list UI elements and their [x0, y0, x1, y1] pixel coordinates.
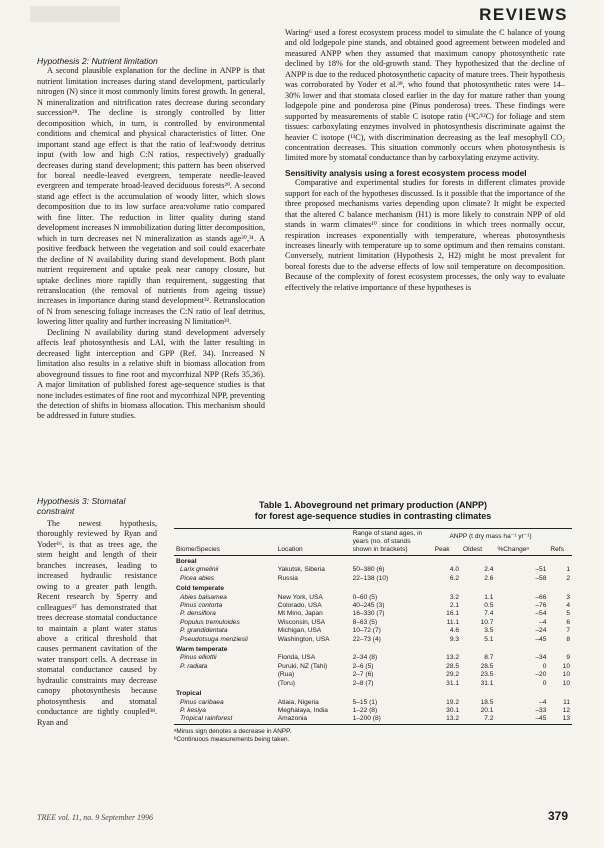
biome-name: Cold temperate: [176, 585, 224, 593]
table-row: [174, 627, 572, 635]
location-cell: (Rua): [277, 671, 295, 679]
refs-cell: 9: [566, 654, 570, 662]
refs-cell: 2: [566, 574, 570, 582]
species-cell: [174, 671, 276, 679]
refs-cell: 10: [562, 662, 570, 670]
page-number: 379: [547, 809, 568, 823]
change-cell: –24: [535, 627, 547, 635]
refs-cell: 10: [562, 671, 570, 679]
col-age: Range of stand ages, in years (no. of stands shown in brackets): [352, 530, 423, 553]
location-cell: Florida, USA: [277, 654, 316, 662]
col-species: Biome/Species: [176, 546, 220, 553]
col-change: %Changeᵃ: [497, 546, 529, 553]
oldest-cell: 18.5: [480, 698, 494, 706]
peak-cell: 29.2: [446, 671, 459, 679]
peak-cell: 6.2: [449, 574, 459, 582]
species-cell: Pinus elliottii: [180, 654, 217, 662]
peak-cell: 4.6: [449, 627, 459, 635]
right-paragraph-2: Comparative and experimental studies for forests in different climates provide support for each of the hypotheses discussed. Is it possible that the importance of the three proposed mechanisms varies depending upon climate? It might be expected that the altered C balance mechanism (H1) is more likely to constrain NPP of old stands in warm climates¹⁰ since for conditions in which trees normally occur, respiration increases exponentially with temperature, whereas photosynthesis increases linearly with temperature up to some optimum and then remains constant. Conversely, nutrient limitation (Hypothesis 2, H2) might be most prevalent for boreal forests due to the adverse effects of low soil temperature on decomposition. Because of the complexity of forest ecosystem processes, the only way to evaluate effectively the relative importance of these hypotheses is: [285, 178, 565, 292]
age-cell: 1–200 (8): [352, 715, 381, 723]
col-oldest: Oldest: [463, 546, 483, 553]
table-row: [174, 699, 572, 707]
species-cell: P. densiflora: [180, 610, 216, 618]
table-row: [174, 619, 572, 627]
age-cell: 2–7 (6): [352, 671, 374, 679]
biome-name: Tropical: [176, 690, 202, 698]
location-cell: Michigan, USA: [277, 627, 322, 635]
age-cell: 16–330 (7): [352, 610, 385, 618]
peak-cell: 31.1: [446, 679, 459, 687]
page-header: [0, 0, 604, 30]
table-row: [174, 680, 572, 688]
age-cell: 1–22 (8): [352, 706, 378, 714]
peak-cell: 13.2: [446, 654, 459, 662]
hypothesis-2-heading: Hypothesis 2: Nutrient limitation: [37, 56, 158, 66]
hypothesis-2-paragraph-1: A second plausible explanation for the decline in ANPP is that nutrient limitation increases during stand development, particularly nitrogen (N) since it most commonly limits forest growth. In general, N mineralization and nitrification rates decrease during secondary succession²⁸. The decline is strongly controlled by litter decomposition which, in turn, is controlled by environmental conditions and chemical and physical characteristics of litter. One important stand age effect is that the ratio of leaf:woody detritus input (with low and high C:N ratios, respectively) gradually decreases during stand development; this pattern has been observed for boreal needle-leaved evergreen, temperate needle-leaved evergreen and temperate broad-leaved deciduous forests²⁹. A second stand age effect is the accumulation of woody litter, which slows decomposition due to its low surface area:volume ratio compared with fine litter. The reduction in litter quality during stand development increases N immobilization during litter decomposition, which in turn decreases net N mineralization as stands age³⁰,³¹. A positive feedback between the vegetation and soil could exacerbate the decline of N availability during stand development. Both plant nutrient requirement and uptake peak near canopy closure, but uptake declines more rapidly than requirement, suggesting that retranslocation (the removal of nutrients from ageing tissue) increases in importance during stand development³². Retranslocation of N from senescing foliage increases the C:N ratio of leaf detritus, lowering litter quality and further increasing N limitation³³.: [37, 66, 265, 327]
species-cell: Tropical rainforest: [180, 715, 233, 723]
hypothesis-3-heading: Hypothesis 3: Stomatal constraint: [37, 496, 126, 516]
oldest-cell: 5.1: [484, 635, 494, 643]
change-cell: –33: [535, 706, 547, 714]
anpp-table: [174, 528, 572, 725]
table-body: [174, 556, 572, 725]
location-cell: Mt Mino, Japan: [277, 610, 323, 618]
change-cell: –76: [535, 602, 547, 610]
oldest-cell: 2.6: [484, 574, 494, 582]
location-cell: Washington, USA: [277, 635, 330, 643]
table-group-row: [174, 644, 572, 654]
table-row: [174, 602, 572, 610]
change-cell: –54: [535, 610, 547, 618]
table-row: [174, 566, 572, 574]
oldest-cell: 28.5: [480, 662, 494, 670]
location-cell: Wisconsin, USA: [277, 618, 325, 626]
right-paragraph-1: Waring⁶ used a forest ecosystem process model to simulate the C balance of young and old lodgepole pine stands, and obtained good agreement between modeled and measured ANPP when they assumed that maximum canopy photosynthetic rate declined by 18% for the old-growth stand. They hypothesized that the decline of ANPP is due to the reduced photosynthetic capacity of mature trees. Their hypothesis was corroborated by Yoder et al.³⁹, who found that photosynthetic rates were 14–30% lower and that stomata closed earlier in the day for mature rather than young lodgepole pine and ponderosa pine (Pinus ponderosa) trees. These findings were supported by measurements of stable C isotope ratio (¹³C/¹²C) for foliage and stem tissues: carboxylating enzymes involved in photosynthesis discriminate against the heavier C isotope (¹³C), with discrimination decreasing as the leaf mesophyll CO₂ concentration decreases. This situation commonly occurs when photosynthesis is limited more by stomatal conductance than by carboxylating enzyme activity.: [285, 28, 565, 163]
peak-cell: 2.1: [449, 602, 459, 610]
change-cell: –58: [535, 574, 547, 582]
journal-citation: TREE vol. 11, no. 9 September 1996: [37, 813, 154, 822]
refs-cell: 5: [566, 610, 570, 618]
table-notes: [174, 728, 572, 744]
oldest-cell: 31.1: [480, 679, 494, 687]
refs-cell: 11: [563, 698, 570, 706]
table-1: [174, 500, 572, 744]
age-cell: 0–60 (5): [352, 593, 378, 601]
change-cell: –34: [535, 654, 547, 662]
species-cell: Larix gmelinii: [180, 566, 219, 574]
col-refs: Refs: [550, 546, 564, 553]
age-cell: 2–8 (7): [352, 679, 374, 687]
change-cell: –45: [535, 635, 547, 643]
species-cell: Abies balsamea: [180, 593, 227, 601]
refs-cell: 3: [566, 593, 570, 601]
table-group-row: [174, 583, 572, 593]
change-cell: –4: [539, 698, 547, 706]
refs-cell: 1: [566, 566, 570, 574]
col-location: Location: [277, 546, 303, 553]
species-cell: Pinus contorta: [180, 602, 223, 610]
table-group-row: [174, 556, 572, 567]
note-b: ᵇContinuous measurements being taken.: [174, 735, 290, 743]
species-cell: Pseudotsuga menziesii: [180, 635, 248, 643]
species-cell: [174, 680, 276, 688]
age-cell: 2–34 (8): [352, 654, 378, 662]
refs-cell: 10: [562, 679, 570, 687]
right-column: [285, 28, 565, 293]
species-cell: P. radiata: [180, 662, 208, 670]
oldest-cell: 3.5: [484, 627, 494, 635]
oldest-cell: 8.7: [484, 654, 494, 662]
refs-cell: 7: [566, 627, 570, 635]
peak-cell: 11.1: [446, 618, 459, 626]
hypothesis-3-heading-block: [37, 496, 157, 516]
table-row: [174, 663, 572, 671]
location-cell: Yakutsk, Siberia: [277, 566, 325, 574]
age-cell: 2–6 (5): [352, 662, 374, 670]
change-cell: 0: [542, 679, 547, 687]
change-cell: 0: [542, 662, 547, 670]
age-cell: 22–73 (4): [352, 635, 381, 643]
species-cell: Picea abies: [180, 574, 215, 582]
location-cell: Puruki, NZ (Tahi): [277, 662, 328, 670]
oldest-cell: 10.7: [480, 618, 494, 626]
header-shading: [30, 6, 120, 22]
table-row: [174, 654, 572, 662]
species-cell: Pinus caribaea: [180, 698, 224, 706]
species-cell: P. kesiya: [180, 706, 206, 714]
sensitivity-heading: Sensitivity analysis using a forest ecosystem process model: [285, 167, 527, 178]
age-cell: 50–380 (6): [352, 566, 385, 574]
peak-cell: 4.0: [449, 566, 459, 574]
peak-cell: 3.2: [449, 593, 459, 601]
age-cell: 8–63 (5): [352, 618, 378, 626]
change-cell: –51: [535, 566, 547, 574]
refs-cell: 6: [566, 618, 570, 626]
change-cell: –66: [535, 593, 547, 601]
age-cell: 40–245 (3): [352, 602, 385, 610]
refs-cell: 13: [562, 715, 570, 723]
note-a: ᵃMinus sign denotes a decrease in ANPP.: [174, 727, 292, 735]
refs-cell: 12: [562, 706, 570, 714]
species-cell: Populus tremuloides: [180, 618, 240, 626]
table-row: [174, 671, 572, 679]
change-cell: –20: [535, 671, 547, 679]
location-cell: (Toru): [277, 679, 295, 687]
oldest-cell: 23.5: [480, 671, 494, 679]
table-title: Table 1. Aboveground net primary production (ANPP) for forest age-sequence studies in contrasting climates: [254, 500, 492, 521]
table-row: [174, 636, 572, 644]
oldest-cell: 7.4: [484, 610, 494, 618]
hypothesis-2-paragraph-2: Declining N availability during stand development adversely affects leaf photosynthesis and LAI, with the latter resulting in decreased light interception and GPP (Ref. 34). Increased N limitation also results in a relative shift in biomass allocation from aboveground tissues to fine root and mycorrhizal NPP (Refs 35,36). A major limitation of published forest age-sequence studies is that none includes estimates of fine root and mycorrhizal NPP, preventing the detection of shifts in biomass allocation. This mechanism should be addressed in future studies.: [37, 327, 265, 421]
location-cell: Amazonia: [277, 715, 308, 723]
location-cell: Colorado, USA: [277, 602, 322, 610]
location-cell: Meghalaya, India: [277, 706, 328, 714]
peak-cell: 19.2: [446, 698, 459, 706]
section-label: REVIEWS: [479, 5, 568, 24]
oldest-cell: 20.1: [480, 706, 494, 714]
hypothesis-3-paragraph: The newest hypothesis, thoroughly reviewed by Ryan and Yoder¹⁶, is that as trees age, the stem height and length of their branches increases, leading to increased hydraulic resistance owing to a greater path length. Recent research by Sperry and colleagues³⁷ has demonstrated that trees decrease stomatal conductance to maintain a plant water status above a critical threshold that causes permanent cavitation of the water transport cells. A decrease in stomatal conductance caused by hydraulic constraints may decrease canopy photosynthesis because photosynthesis and stomatal conductance are tightly coupled³⁸. Ryan and: [37, 519, 157, 727]
table-row: [174, 707, 572, 715]
table-row: [174, 575, 572, 583]
col-peak: Peak: [434, 546, 450, 553]
location-cell: Russia: [277, 574, 298, 582]
peak-cell: 16.1: [446, 610, 459, 618]
oldest-cell: 7.2: [484, 715, 494, 723]
left-column: [37, 56, 265, 422]
biome-name: Warm temperate: [176, 646, 228, 654]
table-group-row: [174, 688, 572, 698]
age-cell: 5–15 (1): [352, 698, 378, 706]
peak-cell: 28.5: [446, 662, 459, 670]
refs-cell: 8: [566, 635, 570, 643]
change-cell: –45: [535, 715, 547, 723]
table-row: [174, 610, 572, 618]
oldest-cell: 2.4: [484, 566, 494, 574]
location-cell: Atiaia, Nigeria: [277, 698, 319, 706]
peak-cell: 30.1: [446, 706, 459, 714]
refs-cell: 4: [566, 602, 570, 610]
table-row: [174, 715, 572, 724]
oldest-cell: 0.5: [484, 602, 494, 610]
species-cell: P. grandidentata: [180, 627, 228, 635]
location-cell: New York, USA: [277, 593, 323, 601]
peak-cell: 9.3: [449, 635, 459, 643]
biome-name: Boreal: [176, 558, 197, 565]
table-row: [174, 594, 572, 602]
age-cell: 10–72 (7): [352, 627, 381, 635]
col-anpp: ANPP (t dry mass ha⁻¹ yr⁻¹): [449, 533, 532, 540]
change-cell: –4: [539, 618, 547, 626]
age-cell: 22–138 (10): [352, 574, 389, 582]
oldest-cell: 1.1: [484, 593, 494, 601]
peak-cell: 13.2: [446, 715, 459, 723]
hypothesis-3-column: [37, 519, 157, 728]
